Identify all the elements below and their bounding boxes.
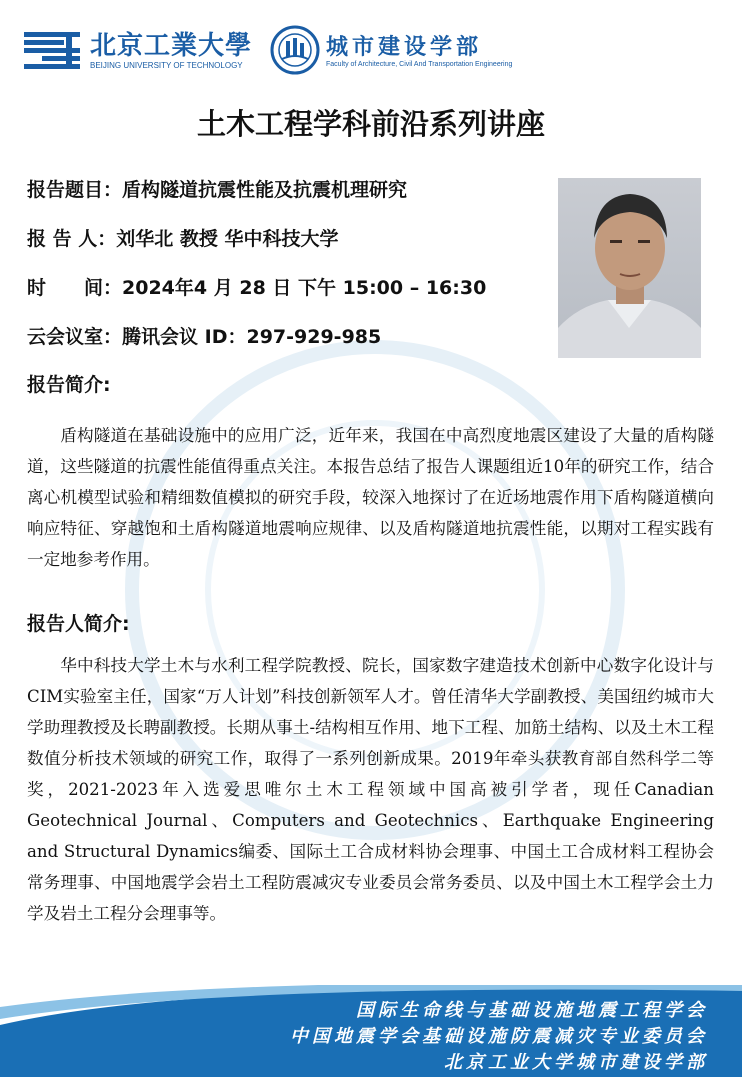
footer-line-1: 国际生命线与基础设施地震工程学会 <box>356 1000 708 1021</box>
speaker-intro-heading: 报告人简介: <box>27 613 130 635</box>
info-speaker <box>27 224 338 251</box>
report-intro-text: 盾构隧道在基础设施中的应用广泛，近年来，我国在中高烈度地震区建设了大量的盾构隧道，这些隧道的抗震性能值得重点关注。本报告总结了报告人课题组近10年的研究工作，结合离心机模型试验和精细数值模拟的研究手段，较深入地探讨了在近场地震作用下盾构隧道横向响应特征、穿越饱和土盾构隧道地震响应规律、以及盾构隧道地抗震性能，以期对工程实践有一定地参考作用。 <box>27 426 714 569</box>
page-title: 土木工程学科前沿系列讲座 <box>196 107 545 141</box>
report-intro-heading: 报告简介: <box>27 374 111 396</box>
bjut-logo <box>22 28 252 72</box>
bjut-emblem-icon <box>22 28 84 72</box>
info-time <box>27 273 486 300</box>
dept-name-cn: 城市建设学部 <box>326 33 483 60</box>
university-name-cn: 北京工業大學 <box>90 30 253 61</box>
room-value: 腾讯会议 ID：297-929-985 <box>122 326 382 348</box>
university-name-en: BEIJING UNIVERSITY OF TECHNOLOGY <box>90 60 243 70</box>
dept-emblem-icon <box>270 25 320 75</box>
topic-value: 盾构隧道抗震性能及抗震机理研究 <box>122 179 408 201</box>
footer-line-2: 中国地震学会基础设施防震减灾专业委员会 <box>290 1026 708 1047</box>
speaker-intro-text: 华中科技大学土木与水利工程学院教授、院长，国家数字建造技术创新中心数字化设计与CIM实验室主任，国家“万人计划”科技创新领军人才。曾任清华大学副教授、美国纽约城市大学助理教授及长聘副教授。长期从事土-结构相互作用、地下工程、加筋土结构、以及土木工程数值分析技术领域的研究工作，取得了一系列创新成果。2019年牵头获教育部自然科学二等奖，2021-2023年入选爱思唯尔土木工程领域中国高被引学者，现任Canadian Geotechnical Journal、Computers and Geotechnics、Earthquake Engineering and Structural Dynamics编委、国际土工合成材料协会理事、中国土工合成材料工程协会常务理事、中国地震学会岩土工程防震减灾专业委员会常务委员、以及中国土木工程学会土力学及岩土工程分会理事等。 <box>27 656 714 923</box>
speaker-label: 报 告 人： <box>27 228 117 250</box>
footer-line-3: 北京工业大学城市建设学部 <box>444 1052 708 1073</box>
info-topic <box>27 175 407 202</box>
dept-logo <box>270 25 512 75</box>
info-room <box>27 322 381 349</box>
topic-label: 报告题目： <box>27 179 123 201</box>
speaker-photo <box>558 178 701 358</box>
dept-name-en: Faculty of Architecture, Civil And Transportation Engineering <box>326 60 513 68</box>
time-label: 时 间： <box>27 277 123 299</box>
footer-organizers <box>290 998 708 1076</box>
speaker-value: 刘华北 教授 华中科技大学 <box>116 228 339 250</box>
room-label: 云会议室： <box>27 326 123 348</box>
header <box>22 24 512 76</box>
time-value: 2024年4 月 28 日 下午 15:00 – 16:30 <box>122 277 487 299</box>
